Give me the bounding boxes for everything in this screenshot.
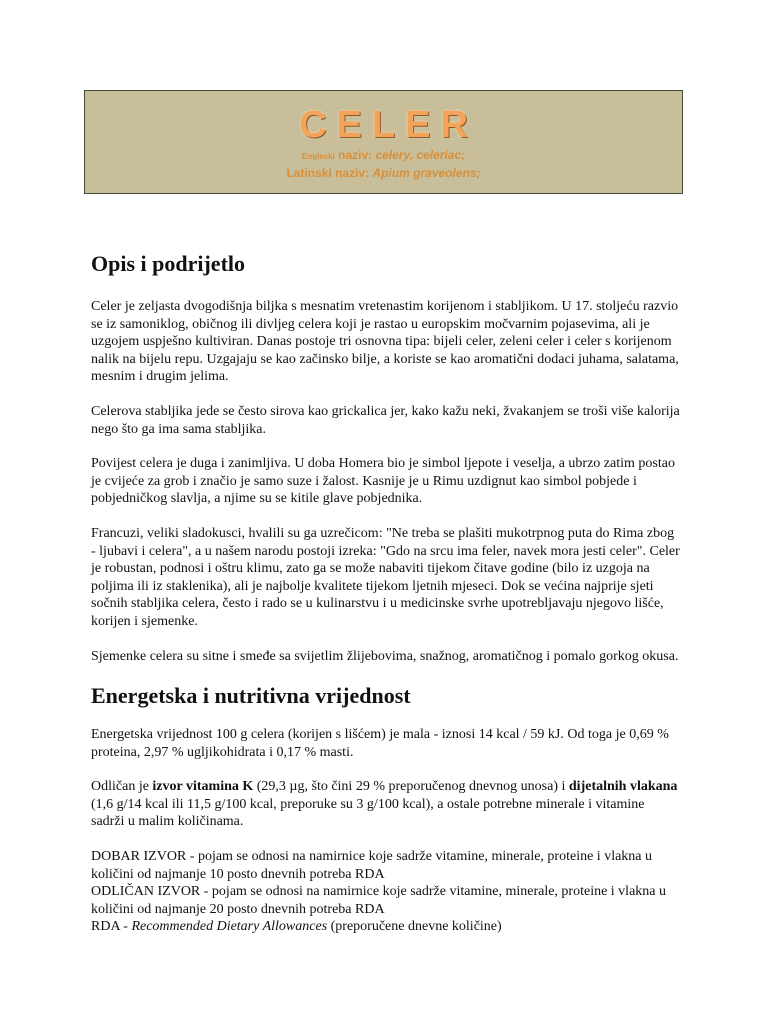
- paragraph-history: Povijest celera je duga i zanimljiva. U doba Homera bio je simbol ljepote i veselja, a ubrzo zatim postao je cvijeće za grob i značio je samo suze i žalost. Kasnije je u Rimu uzdignut kao simbol pobjede i pobjedničkog slavlja, a njime su se kitile glave pobjednika.: [91, 456, 675, 507]
- document-body: [91, 250, 681, 936]
- title-banner: [84, 90, 683, 194]
- english-value: celery, celeriac;: [375, 148, 466, 162]
- definition-rda: [91, 918, 681, 936]
- definition-odlican-izvor: ODLIČAN IZVOR - pojam se odnosi na namirnice koje sadrže vitamine, minerale, proteine i vlakna u količini od najmanje 20 posto dnevnih potreba RDA: [91, 884, 666, 917]
- english-name-line: [85, 147, 682, 165]
- english-label: naziv:: [334, 148, 376, 162]
- rda-suffix: (preporučene dnevne količine): [327, 919, 502, 935]
- definition-dobar-izvor: DOBAR IZVOR - pojam se odnosi na namirnice koje sadrže vitamine, minerale, proteine i vlakna u količini od najmanje 10 posto dnevnih potreba RDA: [91, 849, 653, 882]
- section-heading-opis: Opis i podrijetlo: [91, 251, 246, 276]
- latin-value: Apium graveolens;: [372, 166, 481, 180]
- banner-title: CELER: [299, 104, 478, 146]
- paragraph-seeds: Sjemenke celera su sitne i smeđe sa svijetlim žlijebovima, snažnog, aromatičnog i pomalo gorkog okusa.: [91, 648, 679, 664]
- rda-prefix: RDA -: [91, 919, 132, 935]
- paragraph-french: Francuzi, veliki sladokusci, hvalili su ga uzrečicom: "Ne treba se plašiti mukotrpnog puta do Rima zbog - ljubavi i celera", a u našem narodu postoji izreka: "Gdo na srcu ima feler, navek mora jesti celer". Celer je robustan, podnosi i oštru klimu, zato ga se može nabaviti tijekom čitave godine (bilo iz uzgoja na poljima ili iz staklenika), ali je najbolje kvalitete tijekom ljetnih mjeseci. Dok se većina najprije sjeti sočnih stabljika celera, često i rado se u kulinarstvu i u medicinske svrhe upotrebljavaju njegovo lišće, korijen i sjemenke.: [91, 525, 680, 629]
- latin-name-line: [85, 165, 682, 181]
- section-heading-energy: Energetska i nutritivna vrijednost: [91, 683, 411, 709]
- rda-italic: Recommended Dietary Allowances: [131, 919, 328, 935]
- latin-label: Latinski naziv:: [286, 166, 373, 180]
- vitamins-text-3: (1,6 g/14 kcal ili 11,5 g/100 kcal, preporuke su 3 g/100 kcal), a ostale potrebne minerale i vitamine sadrži u malim količinama.: [91, 796, 645, 830]
- fiber-bold: dijetalnih vlakana: [568, 779, 678, 795]
- paragraph-vitamins: [91, 778, 681, 831]
- definitions-block: [91, 848, 681, 936]
- paragraph-energy: Energetska vrijednost 100 g celera (korijen s lišćem) je mala - iznosi 14 kcal / 59 kJ. Od toga je 0,69 % proteina, 2,97 % ugljikohidrata i 0,17 % masti.: [91, 727, 669, 760]
- vitamins-text-1: Odličan je: [91, 779, 153, 795]
- paragraph-stalk: Celerova stabljika jede se često sirova kao grickalica jer, kako kažu neki, žvakanjem se troši više kalorija nego što ga ima sama stabljika.: [91, 403, 680, 437]
- english-prefix: Engleski: [301, 152, 335, 161]
- vitamin-k-bold: izvor vitamina K: [152, 779, 254, 795]
- vitamins-text-2: (29,3 µg, što čini 29 % preporučenog dnevnog unosa) i: [253, 779, 569, 795]
- paragraph-description: Celer je zeljasta dvogodišnja biljka s mesnatim vretenastim korijenom i stabljikom. U 17. stoljeću razvio se iz samoniklog, običnog ili divljeg celera koji je rastao u europskim močvarnim pojasevima, ali je uzgojem uspješno kultiviran. Danas postoje tri osnovna tipa: bijeli celer, zeleni celer i celer s korijenom nalik na bijelu repu. Uzgajaju se kao začinsko bilje, a koriste se kao aromatični dodaci juhama, salatama, mesnim i drugim jelima.: [91, 299, 679, 385]
